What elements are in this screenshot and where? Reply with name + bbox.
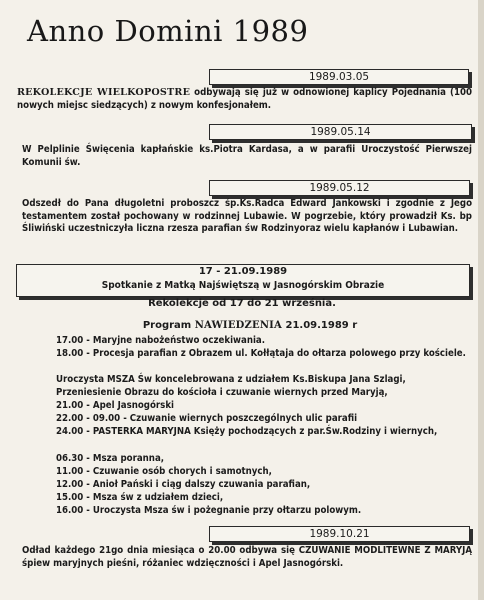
program-item: 18.00 - Procesja parafian z Obrazem ul. Kołłątaja do ołtarza polowego przy kościele. — [56, 348, 466, 359]
program-item: 12.00 - Anioł Pański i ciąg dalszy czuwania parafian, — [56, 479, 311, 490]
program-item: Przeniesienie Obrazu do kościoła i czuwanie wiernych przed Maryją, — [56, 387, 388, 398]
date-box-3: 1989.05.12 — [209, 180, 470, 196]
program-item: 22.00 - 09.00 - Czuwanie wiernych poszczególnych ulic parafii — [56, 413, 358, 424]
date-box-2: 1989.05.14 — [209, 124, 472, 140]
page-title: Anno Domini 1989 — [27, 14, 309, 48]
program-heading-suffix: 21.09.1989 r — [282, 320, 358, 331]
program-heading — [110, 320, 390, 331]
event-title: Spotkanie z Matką Najświętszą w Jasnogórskim Obrazie — [101, 279, 385, 291]
final-text: Odład każdego 21go dnia miesiąca o 20.00 odbywa się CZUWANIE MODLITEWNE Z MARYJĄ śpiew maryjnych pieśni, różaniec wdzięczności i Apel Jasnogórski. — [22, 545, 472, 569]
date-box-1: 1989.03.05 — [209, 69, 469, 85]
entry-1-text — [17, 87, 472, 112]
entry-1-gothic: REKOLEKCJE WIELKOPOSTRE — [17, 87, 191, 98]
date-box-4: 1989.10.21 — [209, 526, 470, 542]
program-item: 21.00 - Apel Jasnogórski — [56, 400, 175, 411]
retreat-dates: Rekolekcje od 17 do 21 września. — [148, 298, 336, 309]
entry-2-text: W Pelplinie Święcenia kapłańskie ks.Piotra Kardasa, a w parafii Uroczystość Pierwszej Komunii św. — [22, 144, 472, 168]
program-item: 16.00 - Uroczysta Msza św i pożegnanie przy ołtarzu polowym. — [56, 505, 362, 516]
event-box — [16, 264, 470, 297]
entry-1-rest: odbywają się już w odnowionej kaplicy Pojednania (100 nowych miejsc siedzących) z nowym konfesjonałem. — [17, 87, 472, 111]
program-heading-gothic: NAWIEDZENIA — [194, 320, 283, 331]
entry-3-text: Odszedł do Pana długoletni proboszcz śp.Ks.Radca Edward Jankowski i zgodnie z Jego testamentem został pochowany w rodzinnej Lubawie. W pogrzebie, który prowadził Ks. bp Śliwiński uczestniczyła liczna rzesza parafian św Rodzinyoraz wielu kapłanów i Lubawian. — [22, 198, 472, 235]
program-item: 17.00 - Maryjne nabożeństwo oczekiwania. — [56, 335, 266, 346]
scan-edge — [478, 0, 484, 600]
program-item: Uroczysta MSZA Św koncelebrowana z udziałem Ks.Biskupa Jana Szlagi, — [56, 374, 406, 385]
program-item: 06.30 - Msza poranna, — [56, 453, 165, 464]
event-dates: 17 - 21.09.1989 — [198, 266, 288, 277]
program-item: 15.00 - Msza św z udziałem dzieci, — [56, 492, 224, 503]
program-item: 11.00 - Czuwanie osób chorych i samotnych, — [56, 466, 272, 477]
program-heading-prefix: Program — [142, 320, 195, 331]
program-item: 24.00 - PASTERKA MARYJNA Księży pochodzących z par.Św.Rodziny i wiernych, — [56, 426, 438, 437]
